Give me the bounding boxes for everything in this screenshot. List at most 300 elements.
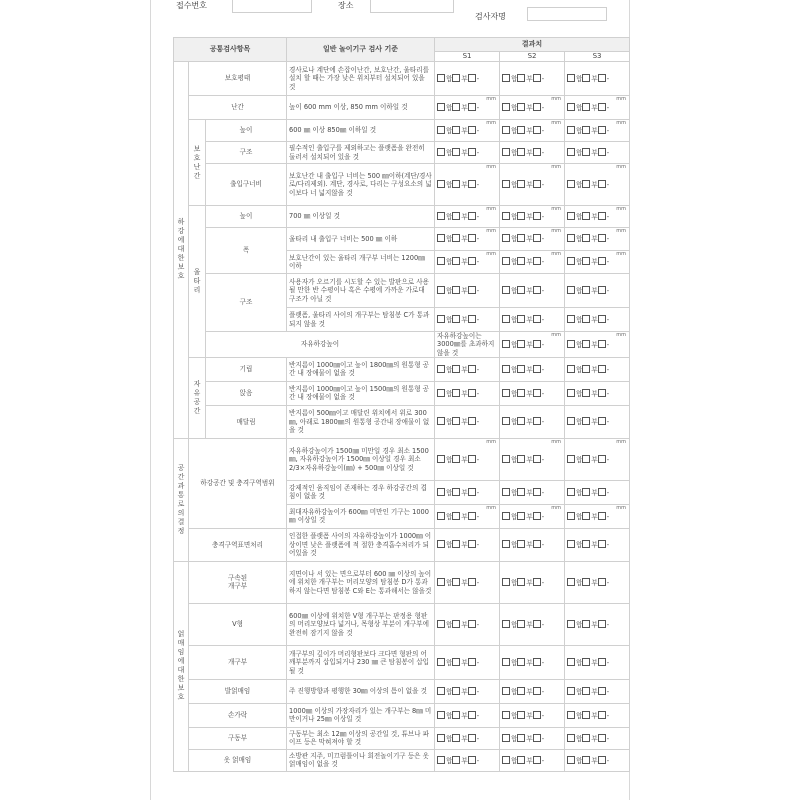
checkbox-fail[interactable] [517, 340, 525, 348]
checkbox-fail[interactable] [452, 126, 460, 134]
checkbox-pass[interactable] [502, 455, 510, 463]
checkbox-na[interactable] [468, 734, 476, 742]
checkbox-pass[interactable] [567, 74, 575, 82]
checkbox-fail[interactable] [582, 315, 590, 323]
checkbox-fail[interactable] [582, 734, 590, 742]
checkbox-na[interactable] [468, 578, 476, 586]
checkbox-na[interactable] [468, 658, 476, 666]
checkbox-label-pass: 합 [446, 74, 453, 83]
checkbox-pass[interactable] [502, 103, 510, 111]
checkbox-na[interactable] [598, 734, 606, 742]
checkbox-pass[interactable] [437, 578, 445, 586]
checkbox-pass[interactable] [437, 212, 445, 220]
checkbox-pass[interactable] [437, 126, 445, 134]
checkbox-fail[interactable] [452, 103, 460, 111]
checkbox-na[interactable] [533, 315, 541, 323]
checkbox-pass[interactable] [567, 365, 575, 373]
checkbox-pass[interactable] [502, 315, 510, 323]
checkbox-pass[interactable] [567, 234, 575, 242]
checkbox-fail[interactable] [452, 212, 460, 220]
checkbox-fail[interactable] [452, 286, 460, 294]
checkbox-fail[interactable] [452, 512, 460, 520]
checkbox-na[interactable] [598, 578, 606, 586]
criteria-text: 필수적인 출입구를 제외하고는 플랫폼을 완전히 둘러서 설치되어 있을 것 [287, 142, 435, 164]
checkbox-fail[interactable] [582, 103, 590, 111]
checkbox-label-fail: 부 [591, 620, 598, 629]
checkbox-pass[interactable] [437, 658, 445, 666]
checkbox-pass[interactable] [567, 687, 575, 695]
checkbox-na[interactable] [533, 455, 541, 463]
checkbox-fail[interactable] [452, 234, 460, 242]
checkbox-fail[interactable] [582, 126, 590, 134]
criteria-text: 사용자가 오르기를 시도할 수 있는 발판으로 사용될 만한 반 수평이나 혹은 수평에 가까운 가로대 구조가 아닐 것 [287, 274, 435, 308]
result-cell [435, 142, 500, 164]
group-entrapment: 얽매임에대한보호 [174, 561, 189, 771]
checkbox-na[interactable] [533, 417, 541, 425]
checkbox-na[interactable] [533, 180, 541, 188]
checkbox-fail[interactable] [452, 756, 460, 764]
checkbox-label-fail: 부 [591, 658, 598, 667]
checkbox-na[interactable] [468, 180, 476, 188]
checkbox-pass[interactable] [567, 180, 575, 188]
checkbox-fail[interactable] [517, 540, 525, 548]
checkbox-fail[interactable] [452, 365, 460, 373]
checkbox-na[interactable] [468, 756, 476, 764]
result-cell [565, 357, 630, 381]
result-cell [565, 703, 630, 727]
checkbox-pass[interactable] [437, 74, 445, 82]
checkbox-label-fail: 부 [526, 711, 533, 720]
checkbox-na[interactable] [598, 756, 606, 764]
checkbox-na[interactable] [468, 417, 476, 425]
checkbox-fail[interactable] [582, 578, 590, 586]
checkbox-na[interactable] [598, 540, 606, 548]
checkbox-fail[interactable] [582, 488, 590, 496]
checkbox-pass[interactable] [502, 540, 510, 548]
checkbox-fail[interactable] [582, 234, 590, 242]
checkbox-pass[interactable] [567, 212, 575, 220]
checkbox-pass[interactable] [437, 148, 445, 156]
checkbox-fail[interactable] [582, 540, 590, 548]
checkbox-pass[interactable] [437, 488, 445, 496]
checkbox-na[interactable] [468, 257, 476, 265]
checkbox-fail[interactable] [517, 257, 525, 265]
checkbox-label-pass: 합 [446, 488, 453, 497]
checkbox-pass[interactable] [567, 286, 575, 294]
checkbox-na[interactable] [533, 148, 541, 156]
checkbox-pass[interactable] [502, 687, 510, 695]
checkbox-fail[interactable] [452, 540, 460, 548]
criteria-text: 600 ㎜ 이상 850㎜ 이하일 것 [287, 120, 435, 142]
checkbox-label-fail: 부 [591, 756, 598, 765]
checkbox-na[interactable] [533, 126, 541, 134]
checkbox-na[interactable] [598, 257, 606, 265]
result-cell [500, 603, 565, 645]
checkbox-na[interactable] [468, 512, 476, 520]
checkbox-na[interactable] [468, 74, 476, 82]
checkbox-pass[interactable] [502, 488, 510, 496]
unit-label: mm [486, 504, 497, 511]
item-opening: 개구부 [189, 645, 287, 679]
checkbox-na[interactable] [598, 286, 606, 294]
checkbox-pass[interactable] [437, 286, 445, 294]
checkbox-fail[interactable] [517, 315, 525, 323]
checkbox-fail[interactable] [517, 512, 525, 520]
result-cell [500, 438, 565, 480]
checkbox-na[interactable] [598, 658, 606, 666]
checkbox-pass[interactable] [437, 687, 445, 695]
checkbox-na[interactable] [468, 620, 476, 628]
checkbox-na[interactable] [533, 711, 541, 719]
checkbox-fail[interactable] [452, 734, 460, 742]
checkbox-na[interactable] [598, 687, 606, 695]
checkbox-fail[interactable] [452, 687, 460, 695]
checkbox-fail[interactable] [517, 417, 525, 425]
checkbox-pass[interactable] [502, 620, 510, 628]
checkbox-na[interactable] [598, 234, 606, 242]
checkbox-fail[interactable] [517, 711, 525, 719]
result-cell [500, 645, 565, 679]
checkbox-label-pass: 합 [446, 734, 453, 743]
checkbox-fail[interactable] [517, 148, 525, 156]
checkbox-label-pass: 합 [576, 212, 583, 221]
checkbox-na[interactable] [468, 212, 476, 220]
checkbox-na[interactable] [533, 734, 541, 742]
checkbox-pass[interactable] [502, 180, 510, 188]
checkbox-fail[interactable] [517, 488, 525, 496]
checkbox-fail[interactable] [582, 389, 590, 397]
checkbox-pass[interactable] [437, 756, 445, 764]
checkbox-pass[interactable] [567, 340, 575, 348]
result-cell [435, 749, 500, 771]
checkbox-pass[interactable] [567, 512, 575, 520]
checkbox-pass[interactable] [437, 540, 445, 548]
checkbox-pass[interactable] [502, 512, 510, 520]
checkbox-na[interactable] [533, 488, 541, 496]
checkbox-pass[interactable] [502, 286, 510, 294]
checkbox-pass[interactable] [502, 711, 510, 719]
checkbox-label-fail: 부 [591, 418, 598, 427]
checkbox-pass[interactable] [502, 148, 510, 156]
checkbox-pass[interactable] [567, 315, 575, 323]
checkbox-pass[interactable] [567, 417, 575, 425]
checkbox-fail[interactable] [582, 658, 590, 666]
checkbox-na[interactable] [468, 711, 476, 719]
checkbox-na[interactable] [598, 365, 606, 373]
checkbox-label-pass: 합 [511, 734, 518, 743]
subgroup-free-space: 자유공간 [189, 357, 206, 438]
checkbox-na[interactable] [598, 389, 606, 397]
checkbox-pass[interactable] [437, 711, 445, 719]
checkbox-na[interactable] [468, 687, 476, 695]
checkbox-fail[interactable] [517, 756, 525, 764]
checkbox-pass[interactable] [567, 756, 575, 764]
checkbox-label-na: - [606, 711, 610, 720]
checkbox-label-fail: 부 [526, 687, 533, 696]
checkbox-na[interactable] [533, 578, 541, 586]
checkbox-na[interactable] [598, 103, 606, 111]
checkbox-label-na: - [476, 756, 480, 765]
checkbox-na[interactable] [533, 389, 541, 397]
checkbox-fail[interactable] [452, 488, 460, 496]
criteria-text: 자유하강높이는 3000㎜를 초과하지 않을 것 [435, 332, 500, 358]
checkbox-fail[interactable] [582, 365, 590, 373]
checkbox-pass[interactable] [567, 620, 575, 628]
checkbox-na[interactable] [468, 234, 476, 242]
checkbox-label-fail: 부 [591, 258, 598, 267]
checkbox-label-na: - [541, 734, 545, 743]
checkbox-fail[interactable] [517, 286, 525, 294]
result-cell [500, 749, 565, 771]
checkbox-fail[interactable] [517, 620, 525, 628]
checkbox-pass[interactable] [567, 540, 575, 548]
checkbox-pass[interactable] [567, 148, 575, 156]
criteria-text: 소방관 지주, 미끄럼틀이나 회전놀이기구 등은 옷 얽매임이 없을 것 [287, 749, 435, 771]
checkbox-pass[interactable] [567, 126, 575, 134]
checkbox-na[interactable] [598, 74, 606, 82]
checkbox-fail[interactable] [517, 658, 525, 666]
col-header-s1: S1 [435, 52, 500, 62]
criteria-text: 700 ㎜ 이상일 것 [287, 206, 435, 228]
checkbox-fail[interactable] [452, 315, 460, 323]
checkbox-fail[interactable] [582, 756, 590, 764]
checkbox-na[interactable] [598, 148, 606, 156]
unit-label: mm [486, 251, 497, 257]
checkbox-fail[interactable] [582, 711, 590, 719]
checkbox-fail[interactable] [452, 578, 460, 586]
result-cell [435, 120, 500, 142]
checkbox-label-fail: 부 [591, 315, 598, 324]
item-height: 높이 [206, 120, 287, 142]
checkbox-fail[interactable] [582, 148, 590, 156]
checkbox-fail[interactable] [582, 620, 590, 628]
criteria-text: 플랫폼, 울타리 사이의 개구부는 탐침봉 C가 통과되지 않을 것 [287, 308, 435, 332]
checkbox-na[interactable] [598, 620, 606, 628]
item-height: 높이 [206, 206, 287, 228]
checkbox-label-na: - [606, 315, 610, 324]
checkbox-pass[interactable] [567, 658, 575, 666]
receipt-number-field[interactable] [232, 0, 312, 13]
checkbox-pass[interactable] [437, 512, 445, 520]
checkbox-fail[interactable] [517, 212, 525, 220]
checkbox-pass[interactable] [502, 756, 510, 764]
checkbox-na[interactable] [468, 315, 476, 323]
checkbox-fail[interactable] [517, 734, 525, 742]
checkbox-label-pass: 합 [511, 315, 518, 324]
checkbox-na[interactable] [533, 687, 541, 695]
checkbox-na[interactable] [533, 512, 541, 520]
checkbox-pass[interactable] [437, 417, 445, 425]
checkbox-pass[interactable] [502, 658, 510, 666]
checkbox-pass[interactable] [502, 389, 510, 397]
checkbox-pass[interactable] [502, 212, 510, 220]
checkbox-na[interactable] [533, 103, 541, 111]
checkbox-na[interactable] [533, 212, 541, 220]
checkbox-na[interactable] [468, 103, 476, 111]
checkbox-pass[interactable] [567, 455, 575, 463]
checkbox-label-na: - [476, 687, 480, 696]
checkbox-fail[interactable] [517, 103, 525, 111]
unit-label: mm [616, 504, 627, 511]
form-header [170, 0, 628, 26]
checkbox-fail[interactable] [452, 74, 460, 82]
checkbox-fail[interactable] [582, 257, 590, 265]
checkbox-pass[interactable] [437, 234, 445, 242]
checkbox-fail[interactable] [517, 687, 525, 695]
result-cell [565, 251, 630, 274]
checkbox-na[interactable] [598, 417, 606, 425]
checkbox-fail[interactable] [452, 257, 460, 265]
checkbox-fail[interactable] [517, 389, 525, 397]
checkbox-label-fail: 부 [461, 756, 468, 765]
checkbox-fail[interactable] [517, 234, 525, 242]
checkbox-na[interactable] [468, 389, 476, 397]
checkbox-pass[interactable] [502, 340, 510, 348]
checkbox-pass[interactable] [437, 389, 445, 397]
checkbox-pass[interactable] [567, 578, 575, 586]
checkbox-na[interactable] [598, 512, 606, 520]
checkbox-label-pass: 합 [446, 365, 453, 374]
checkbox-fail[interactable] [517, 365, 525, 373]
checkbox-fail[interactable] [452, 148, 460, 156]
checkbox-fail[interactable] [452, 389, 460, 397]
checkbox-pass[interactable] [437, 455, 445, 463]
checkbox-label-pass: 합 [576, 235, 583, 244]
checkbox-pass[interactable] [502, 257, 510, 265]
checkbox-na[interactable] [468, 148, 476, 156]
checkbox-pass[interactable] [502, 734, 510, 742]
checkbox-pass[interactable] [437, 103, 445, 111]
checkbox-pass[interactable] [567, 389, 575, 397]
checkbox-fail[interactable] [582, 340, 590, 348]
checkbox-pass[interactable] [567, 711, 575, 719]
unit-label: mm [551, 96, 562, 102]
checkbox-label-pass: 합 [446, 389, 453, 398]
checkbox-fail[interactable] [452, 455, 460, 463]
checkbox-na[interactable] [598, 126, 606, 134]
checkbox-pass[interactable] [567, 103, 575, 111]
inspector-field[interactable] [527, 7, 607, 21]
checkbox-fail[interactable] [452, 180, 460, 188]
checkbox-pass[interactable] [502, 365, 510, 373]
result-cell [500, 381, 565, 405]
checkbox-fail[interactable] [582, 455, 590, 463]
checkbox-na[interactable] [533, 257, 541, 265]
checkbox-label-pass: 합 [446, 235, 453, 244]
checkbox-na[interactable] [533, 286, 541, 294]
checkbox-label-fail: 부 [526, 103, 533, 112]
checkbox-na[interactable] [533, 234, 541, 242]
checkbox-fail[interactable] [452, 620, 460, 628]
checkbox-label-fail: 부 [461, 389, 468, 398]
checkbox-pass[interactable] [502, 234, 510, 242]
checkbox-na[interactable] [468, 286, 476, 294]
checkbox-na[interactable] [598, 455, 606, 463]
checkbox-na[interactable] [598, 340, 606, 348]
checkbox-pass[interactable] [437, 365, 445, 373]
unit-label: mm [551, 228, 562, 234]
place-field[interactable] [370, 0, 454, 13]
result-cell [565, 504, 630, 528]
checkbox-pass[interactable] [502, 126, 510, 134]
checkbox-fail[interactable] [517, 455, 525, 463]
checkbox-fail[interactable] [582, 286, 590, 294]
checkbox-pass[interactable] [567, 257, 575, 265]
checkbox-pass[interactable] [502, 74, 510, 82]
criteria-text: 주 진행방향과 평행한 30㎜ 이상의 틈이 없을 것 [287, 679, 435, 703]
checkbox-na[interactable] [598, 212, 606, 220]
unit-label: mm [551, 438, 562, 445]
checkbox-label-fail: 부 [591, 541, 598, 550]
checkbox-fail[interactable] [517, 578, 525, 586]
checkbox-na[interactable] [533, 74, 541, 82]
checkbox-fail[interactable] [582, 180, 590, 188]
checkbox-fail[interactable] [517, 180, 525, 188]
checkbox-na[interactable] [533, 540, 541, 548]
checkbox-na[interactable] [533, 756, 541, 764]
checkbox-pass[interactable] [567, 488, 575, 496]
checkbox-fail[interactable] [582, 212, 590, 220]
checkbox-label-na: - [541, 180, 545, 189]
checkbox-fail[interactable] [517, 74, 525, 82]
checkbox-pass[interactable] [567, 734, 575, 742]
checkbox-label-pass: 합 [446, 126, 453, 135]
checkbox-label-fail: 부 [461, 578, 468, 587]
checkbox-label-na: - [606, 418, 610, 427]
checkbox-fail[interactable] [582, 417, 590, 425]
checkbox-na[interactable] [598, 180, 606, 188]
checkbox-na[interactable] [598, 488, 606, 496]
result-cell [500, 142, 565, 164]
checkbox-fail[interactable] [582, 74, 590, 82]
checkbox-pass[interactable] [437, 180, 445, 188]
checkbox-na[interactable] [468, 126, 476, 134]
checkbox-na[interactable] [468, 488, 476, 496]
checkbox-pass[interactable] [437, 620, 445, 628]
result-cell [500, 206, 565, 228]
checkbox-na[interactable] [468, 455, 476, 463]
checkbox-fail[interactable] [582, 687, 590, 695]
checkbox-pass[interactable] [437, 257, 445, 265]
checkbox-fail[interactable] [582, 512, 590, 520]
checkbox-na[interactable] [598, 315, 606, 323]
criteria-text: 높이 600 mm 이상, 850 mm 이하일 것 [287, 96, 435, 120]
checkbox-label-fail: 부 [526, 365, 533, 374]
checkbox-na[interactable] [533, 658, 541, 666]
checkbox-label-na: - [606, 756, 610, 765]
checkbox-pass[interactable] [437, 315, 445, 323]
checkbox-pass[interactable] [502, 578, 510, 586]
checkbox-label-na: - [541, 389, 545, 398]
checkbox-label-na: - [606, 620, 610, 629]
checkbox-na[interactable] [533, 365, 541, 373]
checkbox-na[interactable] [533, 340, 541, 348]
checkbox-label-pass: 합 [446, 103, 453, 112]
checkbox-fail[interactable] [452, 417, 460, 425]
checkbox-na[interactable] [468, 540, 476, 548]
checkbox-na[interactable] [468, 365, 476, 373]
checkbox-fail[interactable] [452, 711, 460, 719]
checkbox-label-na: - [476, 389, 480, 398]
checkbox-label-pass: 합 [446, 512, 453, 521]
checkbox-fail[interactable] [517, 126, 525, 134]
checkbox-na[interactable] [533, 620, 541, 628]
checkbox-na[interactable] [598, 711, 606, 719]
checkbox-fail[interactable] [452, 658, 460, 666]
checkbox-label-pass: 합 [511, 258, 518, 267]
checkbox-pass[interactable] [437, 734, 445, 742]
checkbox-pass[interactable] [502, 417, 510, 425]
